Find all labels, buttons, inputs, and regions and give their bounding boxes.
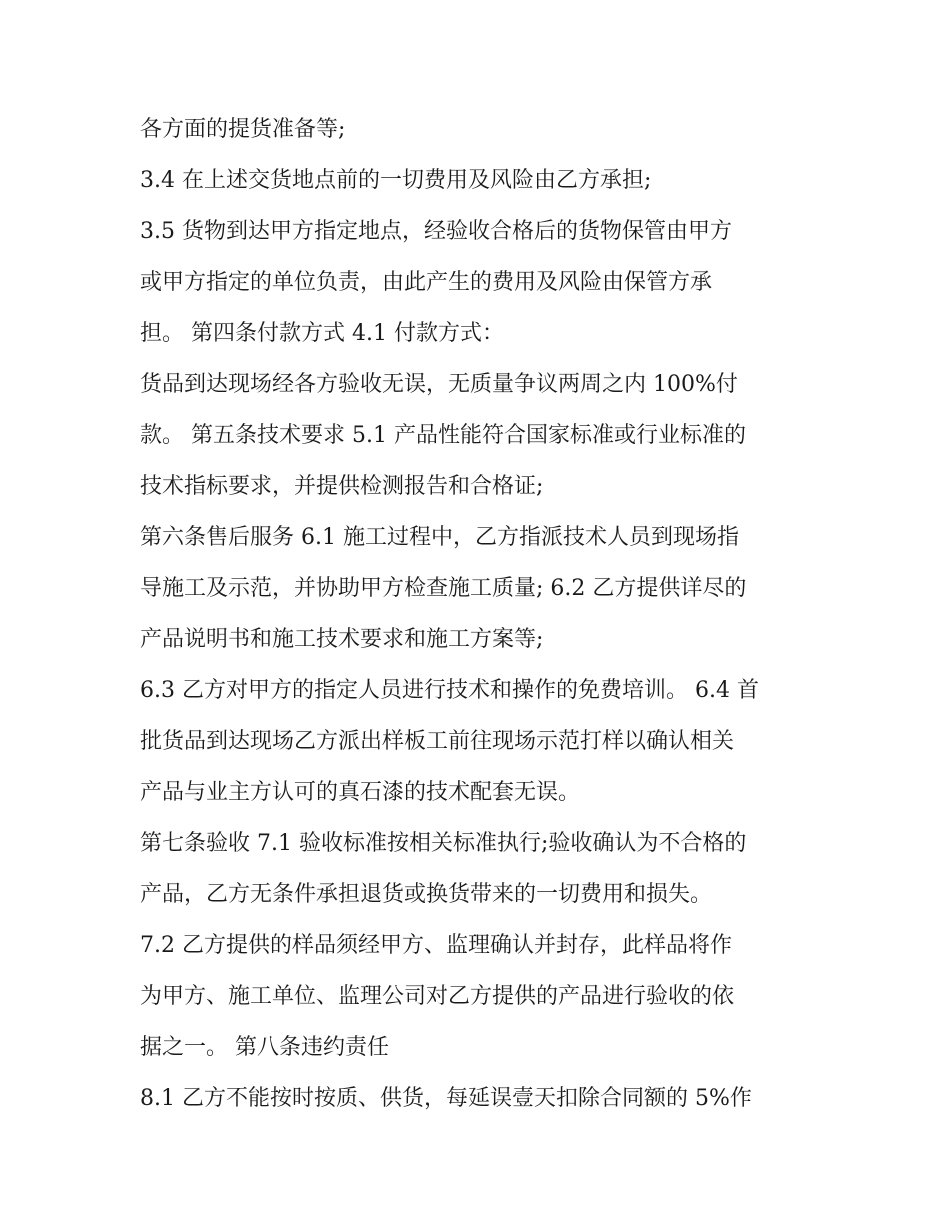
text-line: 第六条售后服务 6.1 施工过程中，乙方指派技术人员到现场指 [140,525,739,550]
document-body [140,104,820,1124]
text-line: 8.1 乙方不能按时按质、供货，每延误壹天扣除合同额的 5%作 [140,1086,752,1111]
text-line: 产品说明书和施工技术要求和施工方案等; [140,627,544,652]
text-line: 7.2 乙方提供的样品须经甲方、监理确认并封存，此样品将作 [140,933,732,958]
text-line: 3.5 货物到达甲方指定地点，经验收合格后的货物保管由甲方 [140,219,732,244]
text-line: 产品与业主方认可的真石漆的技术配套无误。 [140,780,581,805]
text-line: 货品到达现场经各方验收无误，无质量争议两周之内 100%付 [140,372,738,397]
text-line: 为甲方、施工单位、监理公司对乙方提供的产品进行验收的依 [140,984,735,1009]
text-line: 6.3 乙方对甲方的指定人员进行技术和操作的免费培训。 6.4 首 [140,678,759,703]
text-line: 产品，乙方无条件承担退货或换货带来的一切费用和损失。 [140,882,713,907]
text-line: 批货品到达现场乙方派出样板工前往现场示范打样以确认相关 [140,729,735,754]
text-line: 第七条验收 7.1 验收标准按相关标准执行;验收确认为不合格的 [140,831,747,856]
text-line: 据之一。 第八条违约责任 [140,1035,389,1060]
text-line: 担。 第四条付款方式 4.1 付款方式： [140,321,504,346]
text-line: 各方面的提货准备等; [140,117,346,142]
text-line: 3.4 在上述交货地点前的一切费用及风险由乙方承担; [140,168,652,193]
text-line: 或甲方指定的单位负责，由此产生的费用及风险由保管方承 [140,270,713,295]
text-line: 款。 第五条技术要求 5.1 产品性能符合国家标准或行业标准的 [140,423,746,448]
text-line: 导施工及示范，并协助甲方检查施工质量; 6.2 乙方提供详尽的 [140,576,747,601]
text-line: 技术指标要求，并提供检测报告和合格证; [140,474,544,499]
